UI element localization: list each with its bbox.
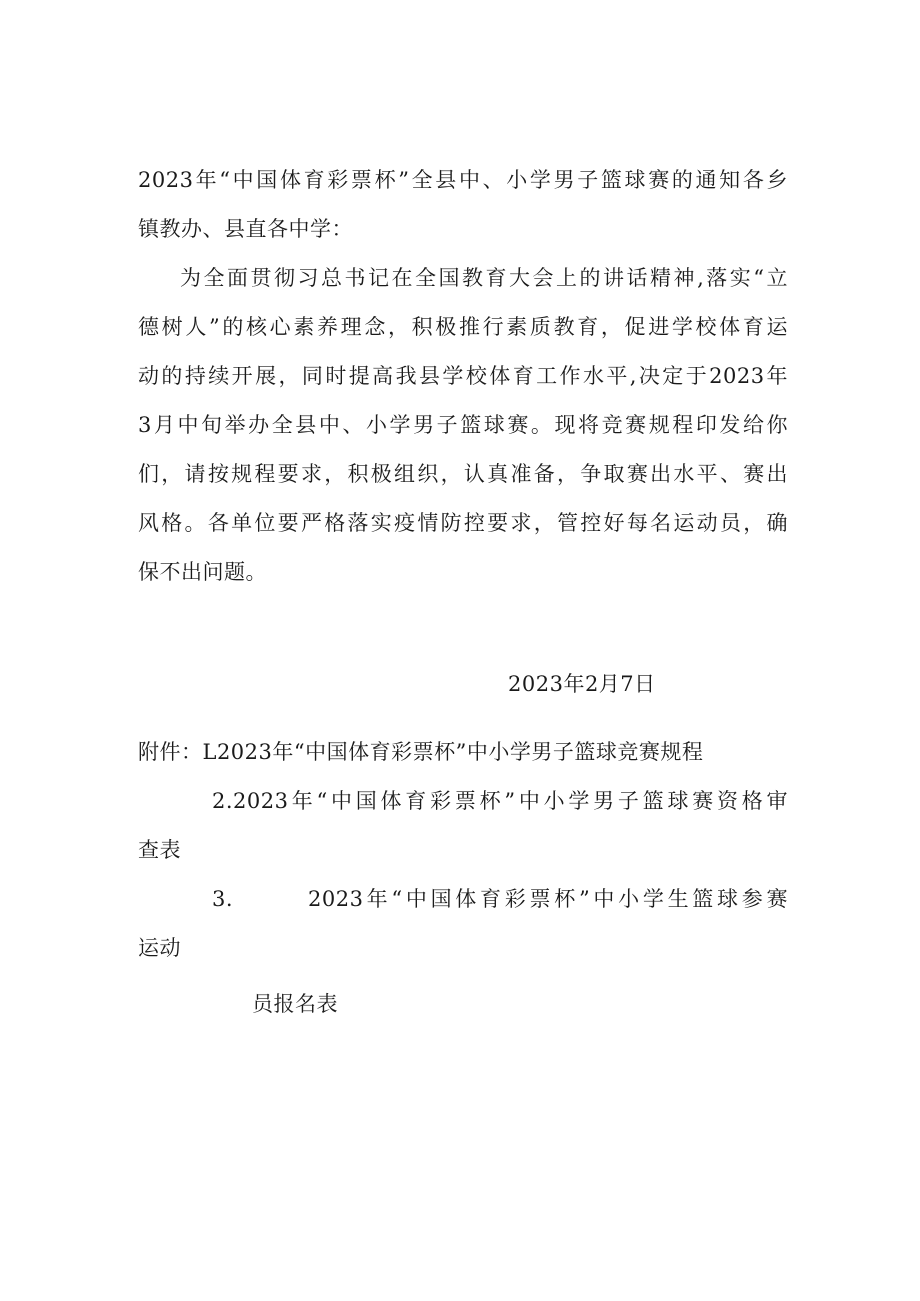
body-line-4: 3月中旬举办全县中、小学男子篮球赛。现将竞赛规程印发给你 [138, 413, 788, 437]
attachment-item-2-line-2: 查表 [138, 838, 181, 862]
attachment-item-3-line-1: 2023年“中国体育彩票杯”中小学生篮球参赛 [308, 887, 788, 911]
attachment-item-2-line-1: 2.2023年“中国体育彩票杯”中小学男子篮球赛资格审 [212, 789, 788, 813]
attachment-item-3-number: 3. [212, 887, 234, 911]
notice-heading-line-2: 镇教办、县直各中学： [138, 217, 353, 241]
body-line-3: 动的持续开展，同时提高我县学校体育工作水平,决定于2023年 [138, 364, 788, 388]
attachment-line-1: 附件：L2023年“中国体育彩票杯”中小学男子篮球竞赛规程 [138, 740, 704, 764]
body-line-2: 德树人”的核心素养理念，积极推行素质教育，促进学校体育运 [138, 315, 788, 339]
body-line-7: 保不出问题。 [138, 560, 267, 584]
body-line-5: 们，请按规程要求，积极组织，认真准备，争取赛出水平、赛出 [138, 462, 788, 486]
body-line-6: 风格。各单位要严格落实疫情防控要求，管控好每名运动员，确 [138, 511, 788, 535]
attachment-item-3-line-2: 运动 [138, 936, 181, 960]
attachment-item-3-line-3: 员报名表 [252, 992, 338, 1016]
notice-heading-line-1: 2023年“中国体育彩票杯”全县中、小学男子篮球赛的通知各乡 [138, 168, 788, 192]
notice-date: 2023年2月7日 [508, 672, 656, 696]
body-line-1: 为全面贯彻习总书记在全国教育大会上的讲话精神,落实“立 [180, 266, 788, 290]
